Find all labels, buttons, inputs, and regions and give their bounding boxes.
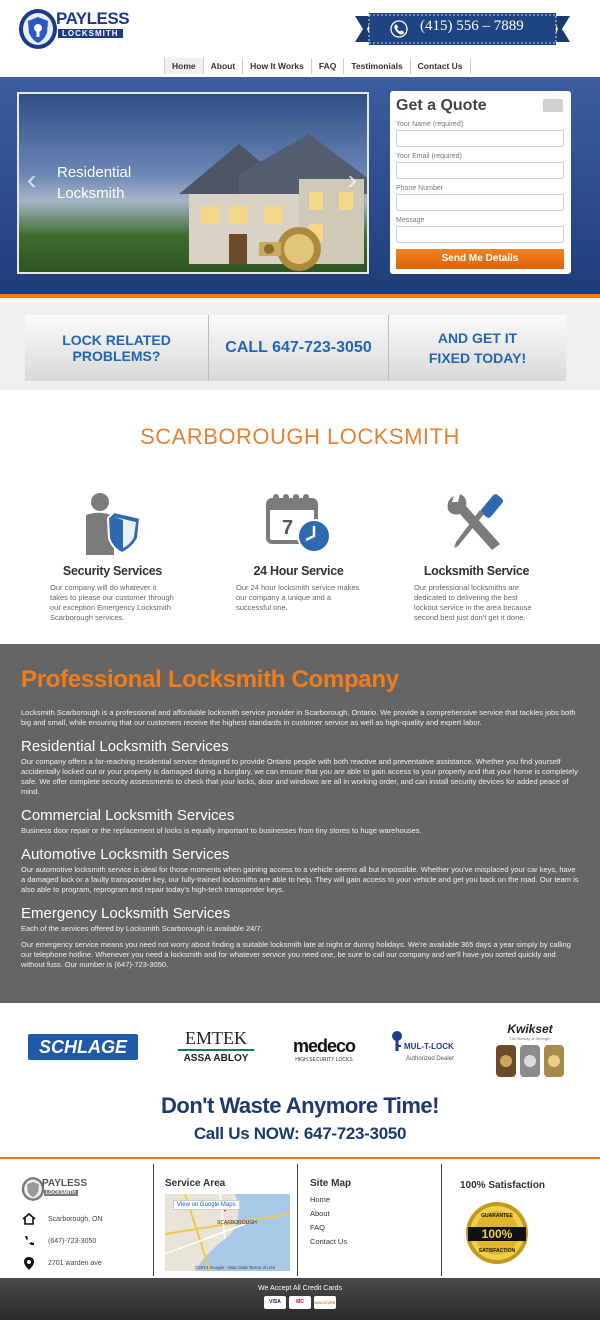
slider-prev-arrow-icon[interactable]: ‹ [27,164,37,195]
visa-card-icon: VISA [264,1296,286,1309]
map-attribution: ©2014 Google · Map Data Terms of Use [195,1265,276,1270]
message-label: Message [396,217,425,224]
nav-about[interactable]: About [204,58,244,74]
badge-top-text: GUARANTEE [481,1213,513,1219]
service-area-title: Service Area [165,1178,226,1189]
mastercard-icon: MC [289,1296,311,1309]
professional-section [0,644,600,1003]
mul-t-lock-sub: Authorized Dealer [406,1056,455,1062]
kwikset-locks-image [494,1041,566,1079]
emtek-logo [178,1028,254,1064]
satisfaction-title: 100% Satisfaction [460,1180,546,1191]
automotive-text: Our automotive locksmith service is ideal for those moments when gaining access to a vehicle seems all but impossible. Whether you've misplaced your car keys, have a damaged lock or a faulty transponder key, our fully-trained locksmiths are able to help. They will gain access to your vehicle and get you back on the road. Our team is also able to program, reprogram and repair today's high-tech transponder keys. [21,865,579,894]
slider-caption: Residential Locksmith [57,164,132,202]
professional-intro: Locksmith Scarborough is a professional and affordable locksmith service provider in Scarborough, Ontario. We provide a comprehensive service that tackles jobs both big and small, while ensuring that our customers receive the highest standards in customer service as well as high-quality and expert labor. [21,708,576,727]
security-guard-shield-icon [78,490,148,555]
logo-subtitle: LOCKSMITH [58,29,123,38]
discover-card-icon: DISCOVER [314,1296,336,1309]
commercial-heading: Commercial Locksmith Services [21,807,235,824]
feature-locksmith-text: Our professional locksmiths are dedicated to delivering the best lockout service in the area because second best just don't get it done. [414,583,532,622]
brand-logos [0,1020,600,1080]
sitemap-contact-link[interactable]: Contact Us [310,1237,348,1246]
nav-contact-us[interactable]: Contact Us [411,58,471,74]
footer-divider [441,1164,442,1276]
nav-testimonials[interactable]: Testimonials [344,58,410,74]
key-icon [390,1030,404,1052]
map-label: SCARBOROUGH [217,1220,257,1226]
banner-call-number[interactable]: CALL 647-723-3050 [208,315,388,381]
hero-slider[interactable] [17,92,369,274]
map-pin-icon [20,1256,38,1270]
main-nav [164,58,471,74]
commercial-text: Business door repair or the replacement of locks is equally important to businesses from tiny stores to huge warehouses. [21,826,422,835]
email-input[interactable] [396,162,564,179]
logo-title: PAYLESS [56,9,130,28]
services-section-title: SCARBOROUGH LOCKSMITH [140,424,460,449]
schlage-logo: SCHLAGE [28,1034,138,1060]
kwikset-sub: The Beauty of Strength [509,1036,551,1041]
sitemap-title: Site Map [310,1178,352,1189]
payment-bar [0,1278,600,1320]
footer-divider [297,1164,298,1276]
nav-how-it-works[interactable]: How It Works [243,58,312,74]
footer-logo-subtitle: LOCKSMITH [46,1190,76,1196]
emergency-text-2: Our emergency service means you need not worry about finding a suitable locksmith late at night or during holidays. We're available 365 days a year simply by calling our telephone hotline. Whenever you need a locksmith and for whatever service you need one, be sure to call our company and we'll have you sorted quickly and without fuss. Our number is (647)-723-3050. [21,940,571,969]
feature-24-hour [236,490,361,613]
sitemap-home-link[interactable]: Home [310,1195,331,1204]
header-phone-number[interactable]: (415) 556 – 7889 [420,18,524,34]
hero-section [0,77,600,298]
name-label: Your Name (required) [396,121,464,128]
quote-form [390,91,571,274]
medeco-name: medeco [292,1036,356,1056]
mul-t-lock-name: MUL-T-LOCK [404,1042,454,1051]
name-input[interactable] [396,130,564,147]
phone-label: Phone Number [396,185,444,192]
footer-address-text: 2701 warden ave [48,1259,102,1267]
feature-24-hour-title: 24 Hour Service [253,564,344,578]
speech-bubble-icon [543,99,563,112]
footer-city [20,1212,150,1226]
guarantee-badge-icon [462,1200,532,1265]
credit-card-icons [0,1296,600,1309]
residential-heading: Residential Locksmith Services [21,738,229,755]
feature-security [50,490,175,623]
automotive-heading: Automotive Locksmith Services [21,846,230,863]
svg-text:7: 7 [281,517,293,539]
badge-bottom-text: SATISFACTION [478,1248,516,1254]
send-details-button[interactable]: Send Me Details [396,249,564,269]
footer-logo[interactable] [20,1176,150,1204]
medeco-logo [288,1036,360,1063]
banner-fixed-line1: AND GET IT [437,330,518,346]
logo[interactable] [18,7,130,51]
service-area-map[interactable] [165,1194,290,1271]
badge-main-text: 100% [481,1227,513,1241]
footer-address [20,1256,150,1270]
wrench-screwdriver-icon [442,490,512,555]
nav-faq[interactable]: FAQ [312,58,344,74]
footer-divider [153,1164,154,1276]
quote-title: Get a Quote [396,97,487,114]
emtek-name: EMTEK [178,1028,254,1051]
feature-security-text: Our company will do whatever it takes to please our customer through our exception Emergency Locksmith Scarborough services. [50,583,174,622]
footer-phone [20,1234,150,1248]
sitemap-about-link[interactable]: About [310,1209,330,1218]
footer-city-text: Scarborough, ON [48,1215,103,1223]
emergency-heading: Emergency Locksmith Services [21,905,231,922]
phone-input[interactable] [396,194,564,211]
feature-locksmith-title: Locksmith Service [423,564,530,578]
banner-lock-problems: LOCK RELATED PROBLEMS? [25,315,208,381]
home-icon [20,1212,38,1226]
footer-contact [20,1164,150,1276]
call-banner [25,315,566,381]
emergency-text-1: Each of the services offered by Locksmith Scarborough is available 24/7. [21,924,263,933]
feature-security-title: Security Services [62,564,163,578]
call-banner-area [0,302,600,390]
footer-logo-title: PAYLESS [42,1178,88,1189]
nav-home[interactable]: Home [165,58,204,74]
banner-fixed-line2: FIXED TODAY! [428,350,527,366]
emtek-sub: ASSA ABLOY [183,1053,249,1064]
site-header [0,0,600,58]
banner-fixed-today [388,315,566,381]
view-google-maps-link[interactable]: View on Google Maps [173,1200,240,1210]
feature-locksmith [414,490,539,623]
residential-text: Our company offers a far-reaching residential service designed to provide Ontario people with both reactive and preventative assistance. Whether you find yourself accidentally locked out or your property is damaged during a burglary, we can ensure that you are able to gain access to your property and that your home is completely safe. We offer complete security assessments to check that your locks, door and windows are all in working order, and can install security devices for added peace of mind. [21,757,578,796]
medeco-sub: HIGH SECURITY LOCKS [295,1057,353,1063]
footer-phone-text[interactable]: (647)-723-3050 [48,1237,97,1245]
kwikset-name: Kwikset [507,1022,553,1036]
footer-sitemap [310,1164,435,1276]
credit-cards-title: We Accept All Credit Cards [258,1285,342,1292]
feature-24-hour-text: Our 24 hour locksmith service makes our company a unique and a successful one. [236,583,360,612]
professional-title: Professional Locksmith Company [21,666,399,693]
calendar-clock-icon [264,490,334,555]
cta-headline: Don't Waste Anymore Time! [161,1093,439,1118]
email-label: Your Email (required) [396,153,462,160]
slider-next-arrow-icon[interactable]: › [347,164,357,195]
sitemap-faq-link[interactable]: FAQ [310,1223,326,1232]
cta-call-now[interactable]: Call Us NOW: 647-723-3050 [193,1124,407,1143]
message-textarea[interactable] [396,226,564,243]
logo-shield-icon [18,7,58,51]
phone-icon [20,1234,38,1248]
kwikset-logo [494,1022,566,1082]
house-lock-image [169,124,369,274]
mul-t-lock-logo [390,1028,460,1062]
